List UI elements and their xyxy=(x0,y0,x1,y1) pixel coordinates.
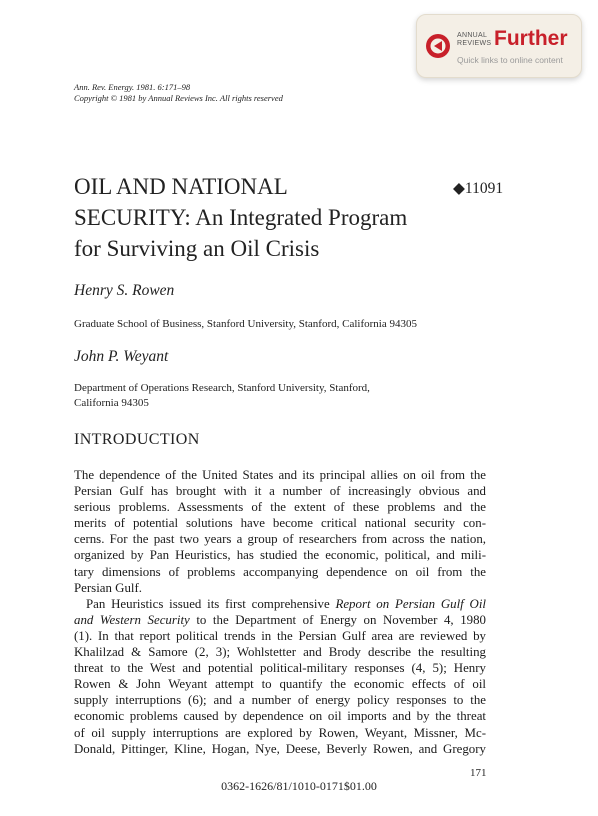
footer-code: 0362-1626/81/1010-0171$01.00 xyxy=(221,779,377,793)
author-affiliation: Department of Operations Research, Stanford University, Stanford, California 94305 xyxy=(74,382,370,409)
text-line: cerns. For the past two years a group of researchers from across the nation, xyxy=(74,532,486,547)
further-label: Further xyxy=(494,27,568,50)
text-line: Donald, Pittinger, Kline, Hogan, Nye, Deese, Beverly Rowen, and Gregory xyxy=(74,741,486,756)
text-line: Rowen & John Weyant attempt to quantify the economic effects of oil xyxy=(74,677,486,692)
annual-reviews-wordmark: ANNUAL REVIEWS xyxy=(457,32,492,47)
section-heading: INTRODUCTION xyxy=(74,431,200,448)
further-tagline: Quick links to online content xyxy=(457,55,563,65)
text-line: threat to the West and potential political-military responses (4, 5); Henry xyxy=(74,661,486,676)
further-banner[interactable] xyxy=(416,14,582,78)
article-code: ◆11091 xyxy=(453,180,504,197)
journal-citation xyxy=(74,82,283,104)
text-line: organized by Pan Heuristics, has studied the economic, political, and mili- xyxy=(74,548,486,563)
body-text xyxy=(74,467,486,757)
article-title: OIL AND NATIONAL SECURITY: An Integrated Program for Surviving an Oil Crisis xyxy=(74,174,408,261)
text-line: economic problems caused by dependence on oil imports and by the threat xyxy=(74,709,486,724)
text-line: (1). In that report political trends in the Persian Gulf area are reviewed by xyxy=(74,628,486,643)
author-name: Henry S. Rowen xyxy=(74,282,175,299)
text-line: tary dimensions of problems accompanying dependence on oil from the xyxy=(74,564,486,579)
copyright-line: Copyright © 1981 by Annual Reviews Inc. All rights reserved xyxy=(74,93,283,103)
annual-reviews-logo-icon xyxy=(425,33,451,59)
text-line: Khalilzad & Samore (2, 3); Wohlstetter and Brody describe the resulting xyxy=(74,645,486,660)
text-line: supply interruptions (6); and a number of energy policy responses to the xyxy=(74,693,486,708)
author-affiliation: Graduate School of Business, Stanford University, Stanford, California 94305 xyxy=(74,318,417,330)
text-line: Persian Gulf has brought with it a number of increasingly obvious and xyxy=(74,484,486,499)
text-line: of oil supply interruptions are explored by Rowen, Weyant, Missner, Mc- xyxy=(74,725,486,740)
text-line: Persian Gulf. xyxy=(74,580,143,595)
page-number: 171 xyxy=(470,767,487,779)
text-line: and Western Security to the Department of Energy on November 4, 1980 xyxy=(74,612,486,627)
text-line: The dependence of the United States and its principal allies on oil from the xyxy=(74,468,486,482)
text-line: Pan Heuristics issued its first comprehensive Report on Persian Gulf Oil xyxy=(86,596,487,611)
text-line: merits of potential solutions have become critical national security con- xyxy=(74,516,486,531)
text-line: serious problems. Assessments of the extent of these problems and the xyxy=(74,500,486,515)
author-name: John P. Weyant xyxy=(74,348,169,365)
citation-line: Ann. Rev. Energy. 1981. 6:171–98 xyxy=(74,82,191,92)
